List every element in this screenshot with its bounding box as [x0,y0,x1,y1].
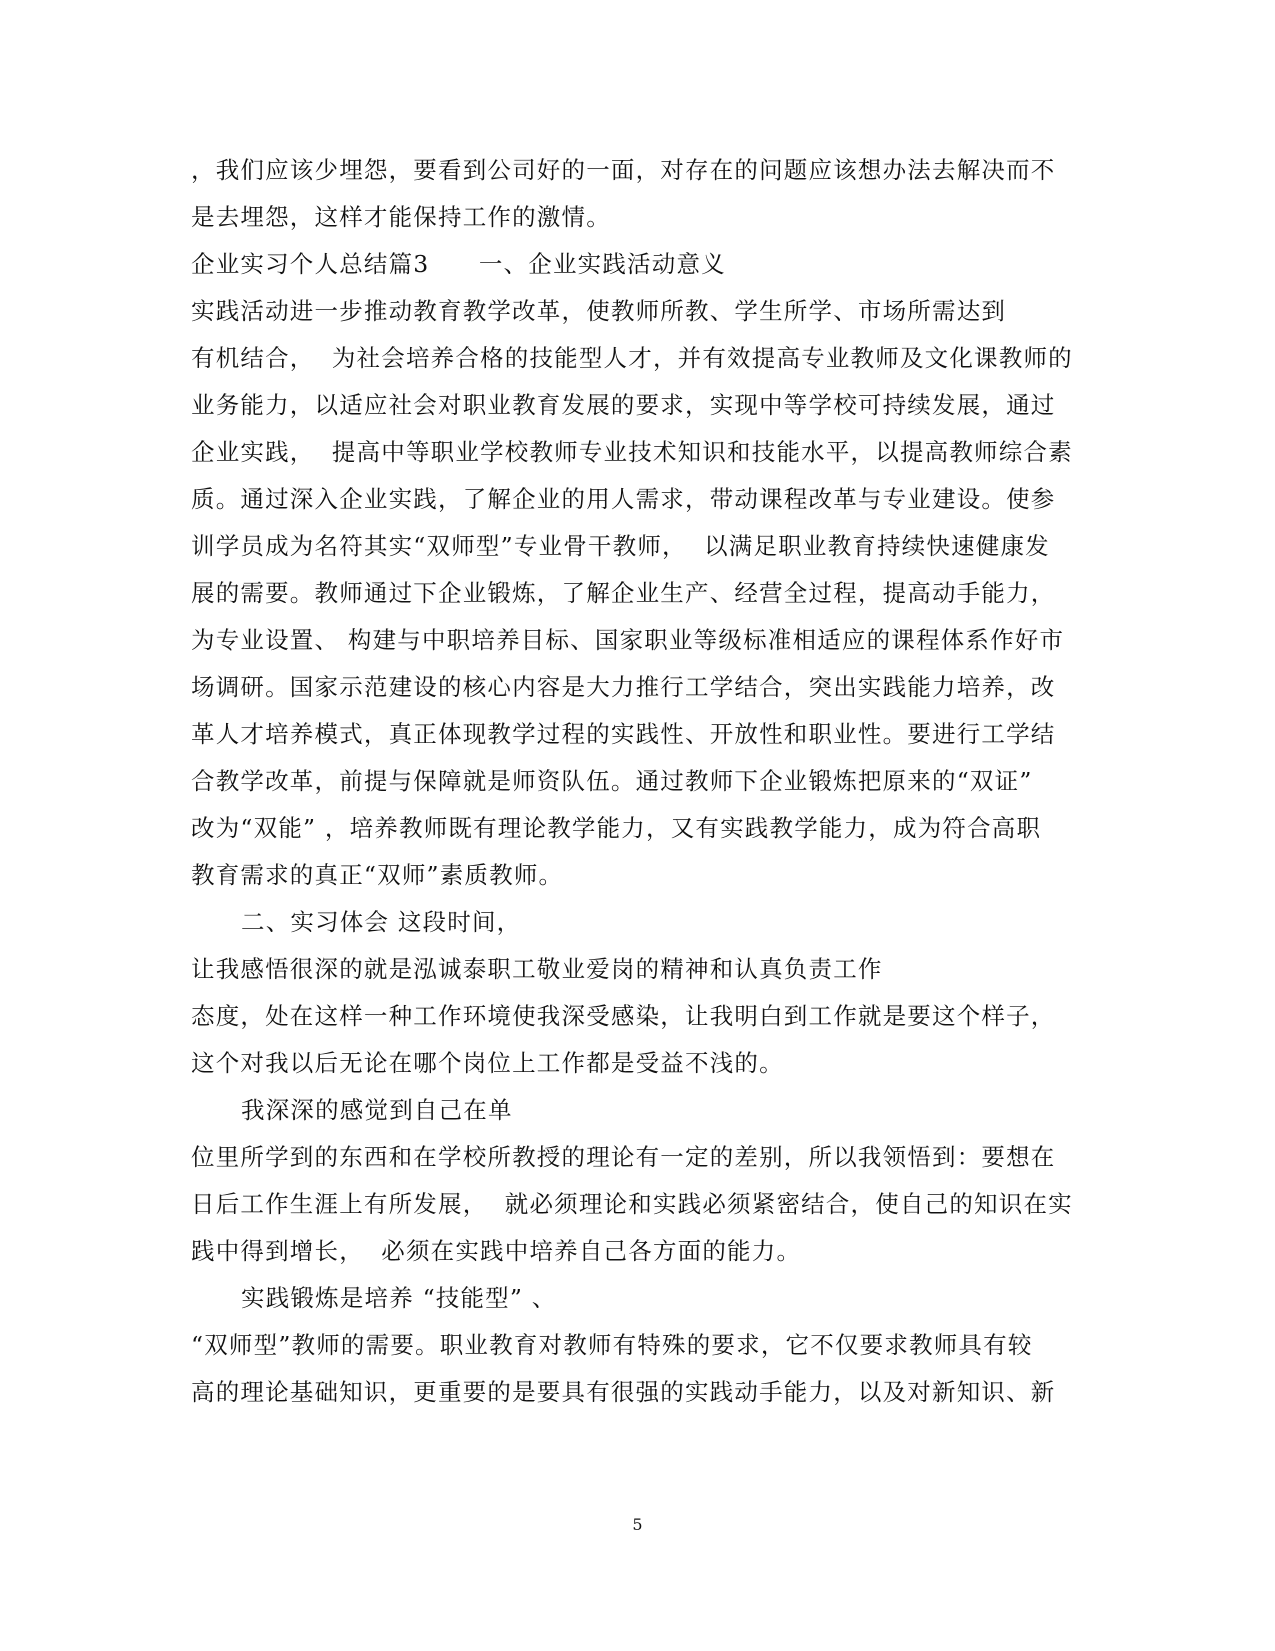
text-line: 为专业设置、 构建与中职培养目标、国家职业等级标准相适应的课程体系作好市 [191,626,1065,654]
text-line: 展的需要。教师通过下企业锻炼，了解企业生产、经营全过程，提高动手能力， [191,579,1056,607]
text-line: 位里所学到的东西和在学校所教授的理论有一定的差别，所以我领悟到：要想在 [191,1143,1056,1171]
text-line: 践中得到增长， 必须在实践中培养自己各方面的能力。 [191,1237,802,1265]
text-line: 教育需求的真正“双师”素质教师。 [191,861,564,889]
text-line: 高的理论基础知识，更重要的是要具有很强的实践动手能力，以及对新知识、新 [191,1378,1056,1406]
text-line: 合教学改革，前提与保障就是师资队伍。通过教师下企业锻炼把原来的“双证” [191,767,1033,795]
text-line: 实践锻炼是培养 “技能型” 、 [241,1284,557,1312]
section-heading: 企业实习个人总结篇3 一、企业实践活动意义 [191,250,726,278]
text-line: 改为“双能” ，培养教师既有理论教学能力，又有实践教学能力，成为符合高职 [191,814,1042,842]
text-line: 有机结合， 为社会培养合格的技能型人才，并有效提高专业教师及文化课教师的 [191,344,1073,372]
text-line: 质。通过深入企业实践，了解企业的用人需求，带动课程改革与专业建设。使参 [191,485,1056,513]
text-line: 日后工作生涯上有所发展， 就必须理论和实践必须紧密结合，使自己的知识在实 [191,1190,1073,1218]
page-number: 5 [632,1515,643,1534]
text-line: “双师型”教师的需要。职业教育对教师有特殊的要求，它不仅要求教师具有较 [191,1331,1033,1359]
text-line: 训学员成为名符其实“双师型”专业骨干教师， 以满足职业教育持续快速健康发 [191,532,1050,560]
text-line: ，我们应该少埋怨，要看到公司好的一面，对存在的问题应该想办法去解决而不 [191,156,1056,184]
section-heading: 二、实习体会 这段时间， [241,908,522,936]
text-line: 实践活动进一步推动教育教学改革，使教师所教、学生所学、市场所需达到 [191,297,1007,325]
text-line: 革人才培养模式，真正体现教学过程的实践性、开放性和职业性。要进行工学结 [191,720,1056,748]
text-line: 我深深的感觉到自己在单 [241,1096,513,1124]
text-line: 态度，处在这样一种工作环境使我深受感染，让我明白到工作就是要这个样子， [191,1002,1056,1030]
text-line: 这个对我以后无论在哪个岗位上工作都是受益不浅的。 [191,1049,784,1077]
text-line: 业务能力，以适应社会对职业教育发展的要求，实现中等学校可持续发展，通过 [191,391,1056,419]
text-line: 让我感悟很深的就是泓诚泰职工敬业爱岗的精神和认真负责工作 [191,955,883,983]
text-line: 是去埋怨，这样才能保持工作的激情。 [191,203,611,231]
text-line: 企业实践， 提高中等职业学校教师专业技术知识和技能水平，以提高教师综合素 [191,438,1073,466]
text-line: 场调研。国家示范建设的核心内容是大力推行工学结合，突出实践能力培养，改 [191,673,1056,701]
